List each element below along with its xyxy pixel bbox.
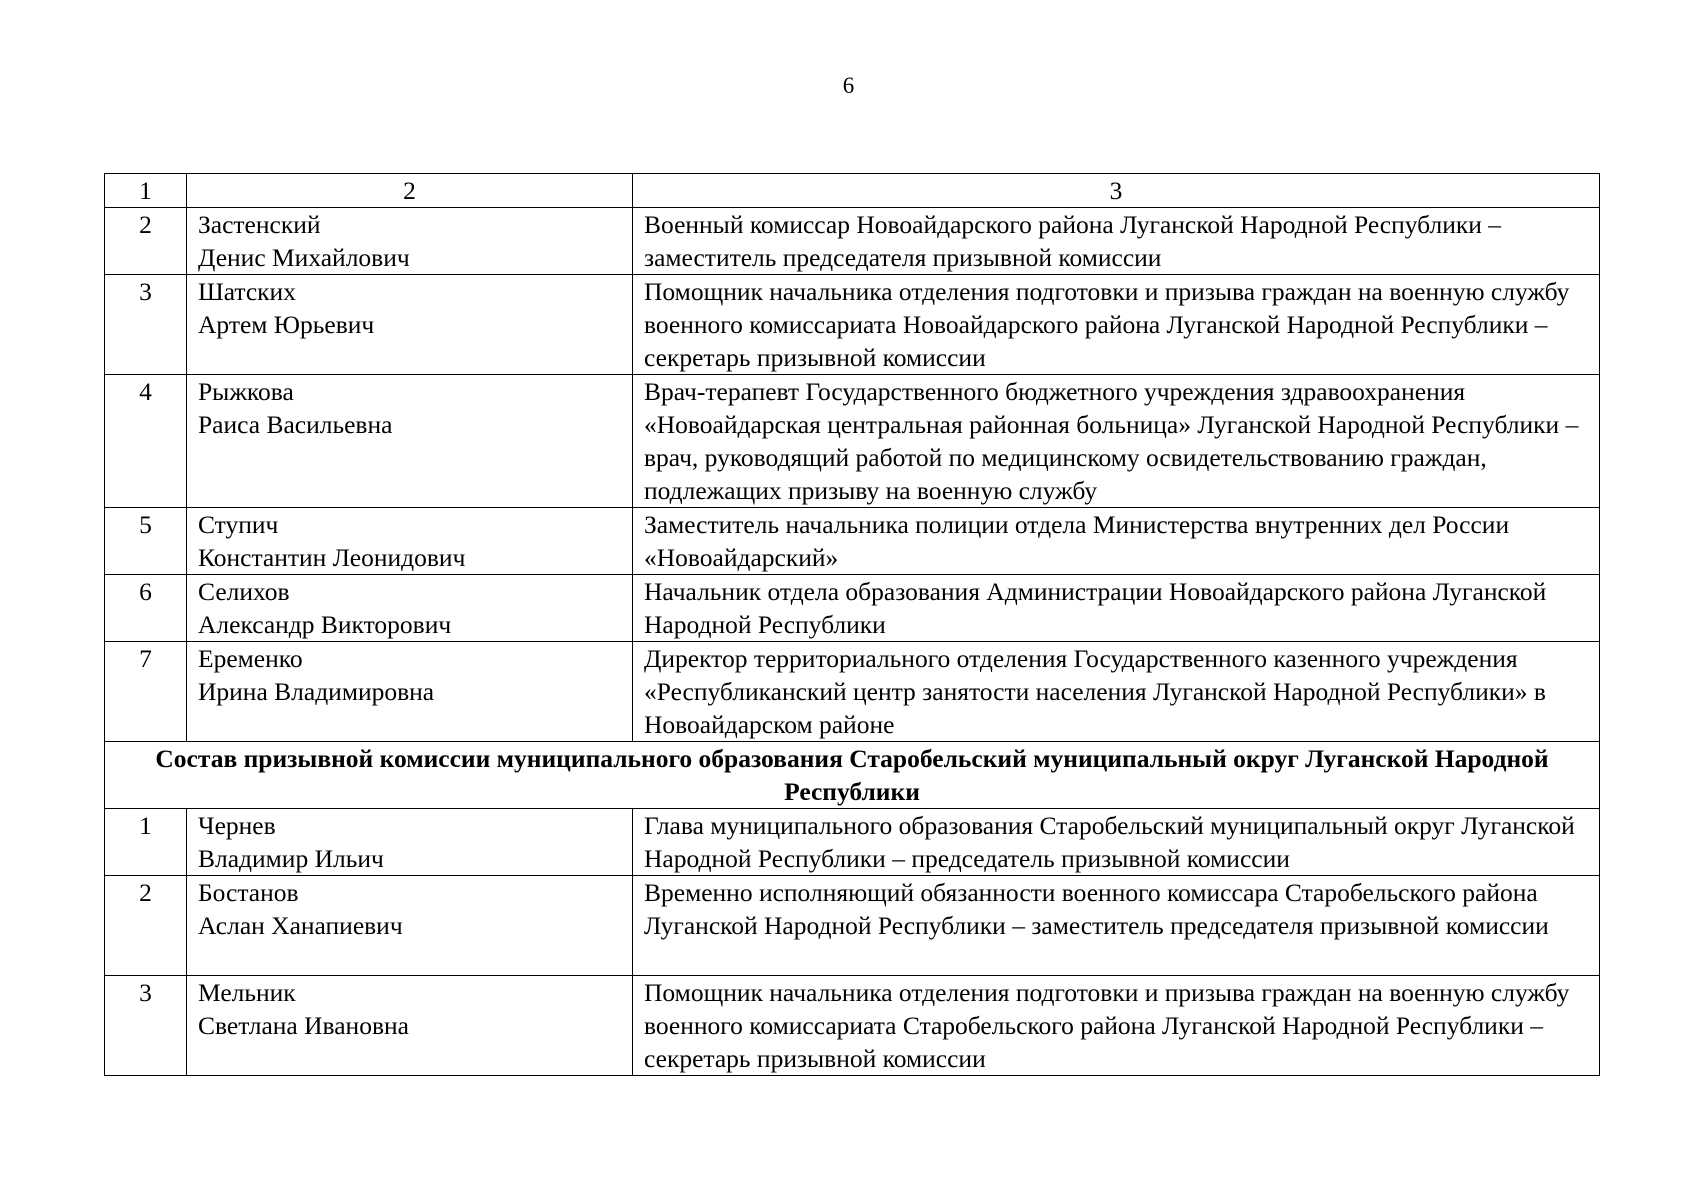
member-given-names: Владимир Ильич	[198, 844, 384, 873]
table-row	[105, 575, 1600, 642]
table-row	[105, 876, 1600, 976]
member-name	[187, 275, 633, 375]
row-number: 4	[105, 375, 187, 508]
member-name	[187, 208, 633, 275]
table-row	[105, 642, 1600, 742]
member-name	[187, 508, 633, 575]
member-position: Помощник начальника отделения подготовки и призыва граждан на военную службу военного комиссариата Старобельского района Луганской Народной Республики – секретарь призывной комиссии	[633, 976, 1600, 1076]
column-header-3: 3	[633, 174, 1600, 208]
row-number: 7	[105, 642, 187, 742]
member-position: Временно исполняющий обязанности военного комиссара Старобельского района Луганской Народной Республики – заместитель председателя призывной комиссии	[633, 876, 1600, 976]
row-number: 2	[105, 208, 187, 275]
row-number: 6	[105, 575, 187, 642]
member-given-names: Ирина Владимировна	[198, 677, 435, 706]
row-number: 1	[105, 809, 187, 876]
member-position: Помощник начальника отделения подготовки и призыва граждан на военную службу военного комиссариата Новоайдарского района Луганской Народной Республики – секретарь призывной комиссии	[633, 275, 1600, 375]
member-given-names: Раиса Васильевна	[198, 410, 393, 439]
member-name	[187, 809, 633, 876]
member-position: Заместитель начальника полиции отдела Министерства внутренних дел России «Новоайдарский»	[633, 508, 1600, 575]
member-given-names: Светлана Ивановна	[198, 1011, 409, 1040]
page-number: 6	[842, 73, 855, 98]
member-name	[187, 575, 633, 642]
member-given-names: Денис Михайлович	[198, 243, 410, 272]
member-position: Военный комиссар Новоайдарского района Луганской Народной Республики – заместитель председателя призывной комиссии	[633, 208, 1600, 275]
table-row	[105, 976, 1600, 1076]
member-surname: Застенский	[198, 210, 321, 239]
section-title: Состав призывной комиссии муниципального образования Старобельский муниципальный округ Луганской Народной Республики	[105, 742, 1600, 809]
row-number: 5	[105, 508, 187, 575]
row-number: 3	[105, 275, 187, 375]
table-row	[105, 275, 1600, 375]
table-row	[105, 809, 1600, 876]
member-surname: Рыжкова	[198, 377, 294, 406]
commission-roster-table	[104, 173, 1600, 1076]
member-position: Начальник отдела образования Администрации Новоайдарского района Луганской Народной Республики	[633, 575, 1600, 642]
member-position: Директор территориального отделения Государственного казенного учреждения «Республиканский центр занятости населения Луганской Народной Республики» в Новоайдарском районе	[633, 642, 1600, 742]
member-name	[187, 876, 633, 976]
column-number-row	[105, 174, 1600, 208]
section-header-row	[105, 742, 1600, 809]
column-header-1: 1	[105, 174, 187, 208]
member-surname: Селихов	[198, 577, 290, 606]
table-row	[105, 375, 1600, 508]
member-name	[187, 976, 633, 1076]
member-surname: Чернев	[198, 811, 276, 840]
member-given-names: Аслан Ханапиевич	[198, 911, 403, 940]
member-surname: Шатских	[198, 277, 296, 306]
table-row	[105, 208, 1600, 275]
row-number: 2	[105, 876, 187, 976]
member-given-names: Александр Викторович	[198, 610, 452, 639]
column-header-2: 2	[187, 174, 633, 208]
member-surname: Мельник	[198, 978, 296, 1007]
member-surname: Еременко	[198, 644, 303, 673]
member-name	[187, 375, 633, 508]
member-given-names: Артем Юрьевич	[198, 310, 375, 339]
table-row	[105, 508, 1600, 575]
member-position: Глава муниципального образования Старобельский муниципальный округ Луганской Народной Республики – председатель призывной комиссии	[633, 809, 1600, 876]
member-surname: Ступич	[198, 510, 279, 539]
member-position: Врач-терапевт Государственного бюджетного учреждения здравоохранения «Новоайдарская центральная районная больница» Луганской Народной Республики – врач, руководящий работой по медицинскому освидетельствованию граждан, подлежащих призыву на военную службу	[633, 375, 1600, 508]
row-number: 3	[105, 976, 187, 1076]
member-given-names: Константин Леонидович	[198, 543, 466, 572]
member-name	[187, 642, 633, 742]
member-surname: Бостанов	[198, 878, 299, 907]
